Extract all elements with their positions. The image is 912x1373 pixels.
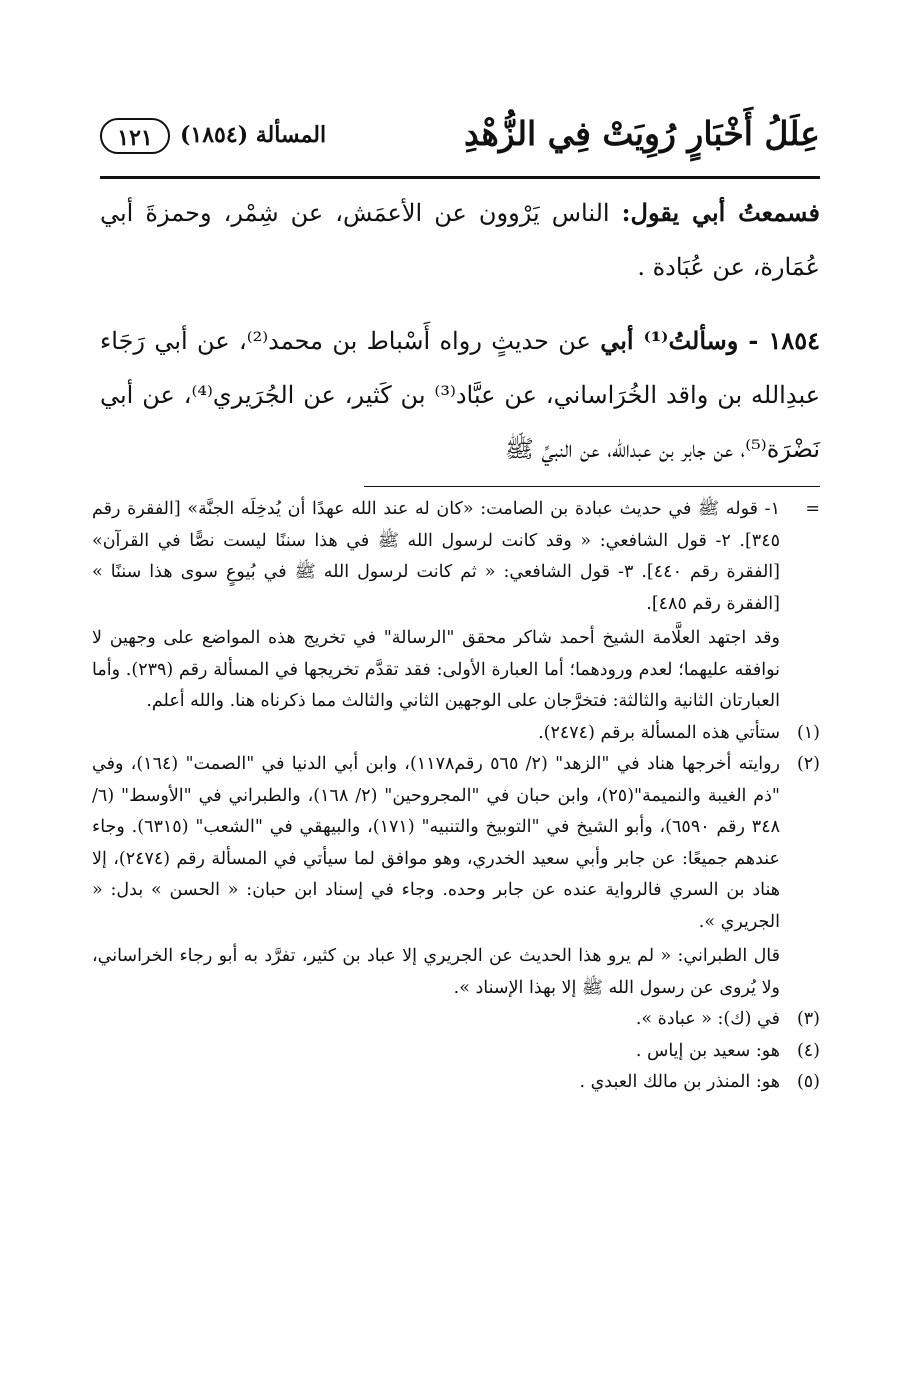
footnote-text: في (ك): « عبادة ». bbox=[635, 1009, 780, 1029]
footnote-number: = bbox=[805, 499, 820, 519]
footnote-number: (٥) bbox=[796, 1072, 820, 1092]
page-header bbox=[100, 108, 820, 168]
footnote-body bbox=[92, 1067, 780, 1099]
main-paragraph bbox=[100, 186, 820, 294]
footnote-item bbox=[92, 718, 820, 750]
issue-label: المسألة (١٨٥٤) bbox=[180, 122, 327, 148]
footnote-body bbox=[92, 1036, 780, 1068]
footnote-text: ستأتي هذه المسألة برقم (٢٤٧٤). bbox=[538, 722, 780, 743]
question-intro: ١٨٥٤ - وسألتُ⁽¹⁾ أبي bbox=[600, 326, 820, 355]
footnote-number: (٤) bbox=[796, 1040, 820, 1061]
speaker-intro: فسمعتُ أبي يقول: bbox=[621, 198, 821, 227]
main-paragraph bbox=[100, 314, 820, 476]
footnote-number: (١) bbox=[796, 722, 820, 743]
footnote-item bbox=[92, 1067, 820, 1099]
footnote-body bbox=[92, 749, 780, 1004]
book-title: عِلَلُ أَخْبَارٍ رُوِيَتْ فِي الزُّهْدِ bbox=[464, 114, 820, 153]
page-number-badge: ١٢١ bbox=[100, 118, 170, 154]
footnote-item bbox=[92, 494, 820, 718]
footnote-separator bbox=[364, 486, 820, 487]
footnote-text: هو: سعيد بن إياس . bbox=[635, 1040, 780, 1061]
main-text bbox=[100, 186, 820, 476]
footnote-number: (٣) bbox=[796, 1009, 820, 1029]
footnote-number: (٢) bbox=[796, 754, 820, 774]
footnotes bbox=[92, 494, 820, 1099]
footnote-body bbox=[92, 718, 780, 750]
paragraph-text: الناس يَرْوون عن الأعمَش، عن شِمْر، وحمزةَ أبي عُمَارة، عن عُبَادة . bbox=[100, 199, 820, 281]
footnote-body bbox=[92, 1004, 780, 1036]
footnote-item bbox=[92, 749, 820, 1004]
footnote-item bbox=[92, 1036, 820, 1068]
footnote-text: قال الطبراني: « لم يرو هذا الحديث عن الجريري إلا عباد بن كثير، تفرَّد به أبو رجاء الخراساني، ولا يُروى عن رسول الله ﷺ إلا بهذا الإسناد ». bbox=[92, 946, 780, 998]
footnote-text: هو: المنذر بن مالك العبدي . bbox=[579, 1072, 780, 1092]
footnote-item bbox=[92, 1004, 820, 1036]
footnote-text: ١- قوله ﷺ في حديث عبادة بن الصامت: «كان له عند الله عهدًا أن يُدخِلَه الجنَّة» [الفقرة رقم ٣٤٥]. ٢- قول الشافعي: « وقد كانت لرسول الله ﷺ في هذا سننًا ليست نصًّا في القرآن» [الفقرة رقم ٤٤٠]. ٣- قول الشافعي: « ثم كانت لرسول الله ﷺ في بُيوعٍ سوى هذا سننًا » [الفقرة رقم ٤٨٥]. bbox=[92, 499, 780, 614]
footnote-body bbox=[92, 494, 780, 718]
paragraph-text: عن حديثٍ رواه أَسْباط بن محمد⁽²⁾، عن أبي رَجَاء عبدِالله بن واقد الخُرَاساني، عن عبَّاد⁽³⁾ بن كَثير، عن الجُرَيري⁽⁴⁾، عن أبي نَضْرَة⁽⁵⁾، عن جابر بن عبدالله، عن النبيِّ ﷺ bbox=[100, 327, 821, 463]
footnote-text: روايته أخرجها هناد في "الزهد" (٢/ ٥٦٥ رقم١١٧٨)، وابن أبي الدنيا في "الصمت" (١٦٤)، وفي "ذم الغيبة والنميمة"(٢٥)، وابن حبان في "المجروحين" (٢/ ١٦٨)، والطبراني في "الأوسط" (٦/ ٣٤٨ رقم ٦٥٩٠)، وأبو الشيخ في "التوبيخ والتنبيه" (١٧١)، والبيهقي في "الشعب" (٦٣١٥). وجاء عندهم جميعًا: عن جابر وأبي سعيد الخدري، وهو موافق لما سيأتي في المسألة رقم (٢٤٧٤)، إلا هناد بن السري فالرواية عنده عن جابر وحده. وجاء في إسناد ابن حبان: « الحسن » بدل: « الجريري ». bbox=[92, 754, 780, 932]
header-rule bbox=[100, 176, 820, 179]
footnote-text: وقد اجتهد العلَّامة الشيخ أحمد شاكر محقق "الرسالة" في تخريج هذه المواضع على وجهين لا نوافقه عليهما؛ لعدم ورودهما؛ أما العبارة الأولى: فقد تقدَّم تخريجها في المسألة رقم (٢٣٩). وأما العبارتان الثانية والثالثة: فتخرَّجان على الوجهين الثاني والثالث مما ذكرناه هنا. والله أعلم. bbox=[92, 628, 780, 711]
